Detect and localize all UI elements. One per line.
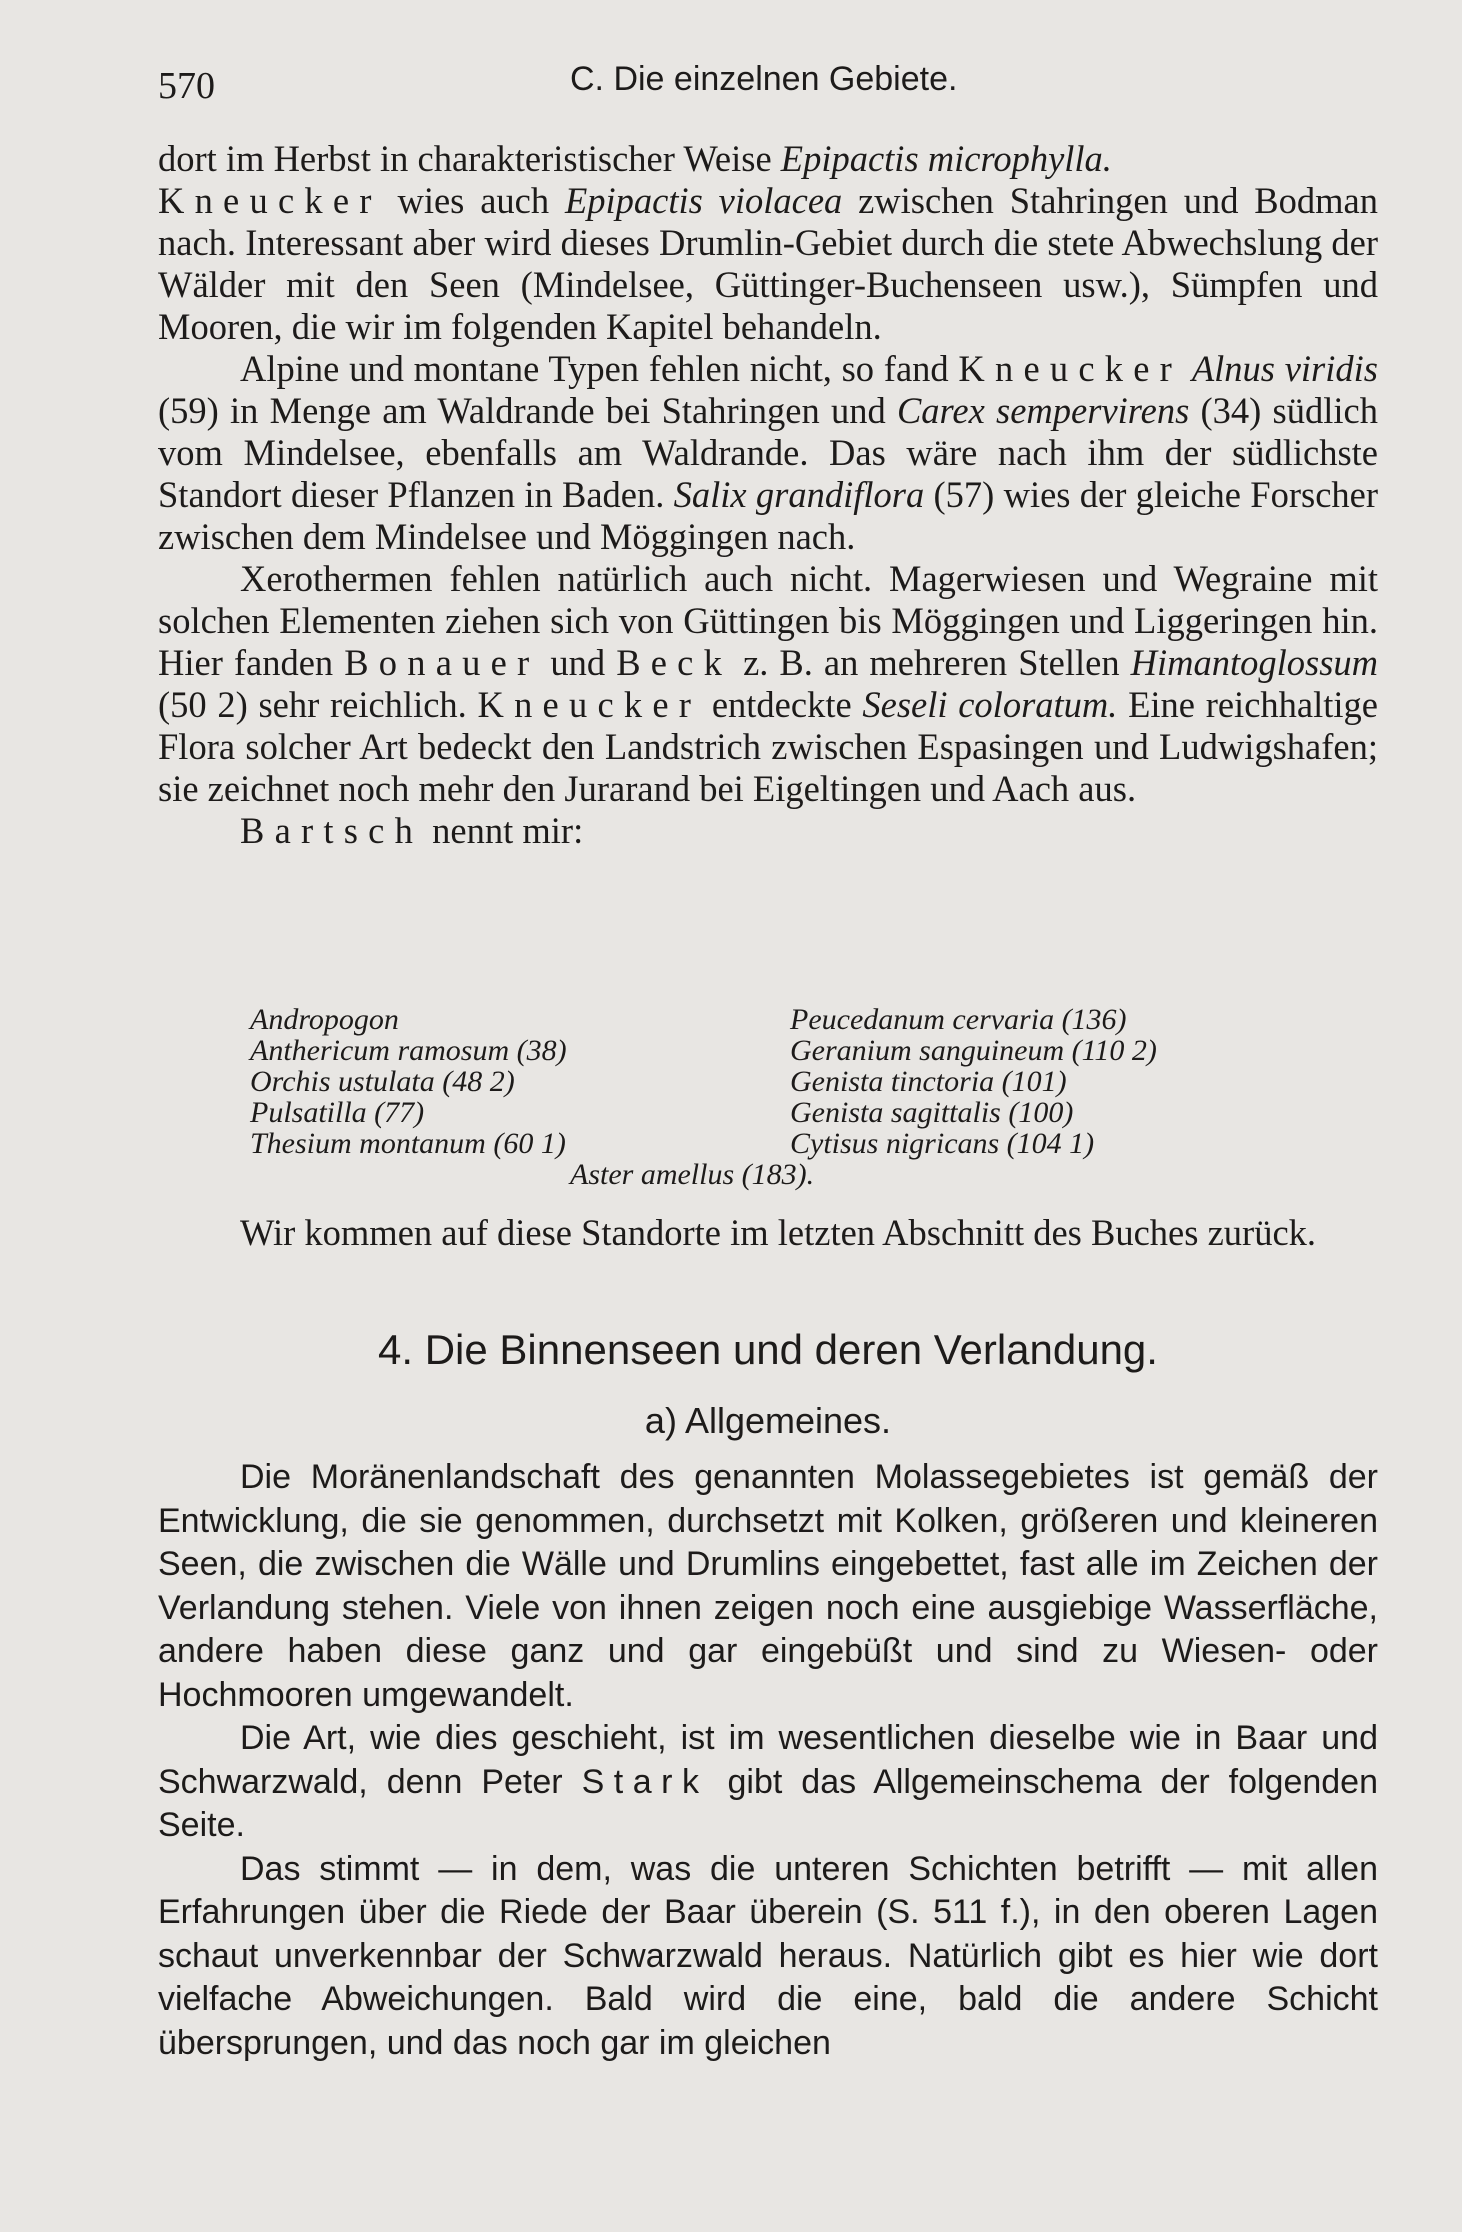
page-number: 570: [158, 65, 215, 107]
paragraph-2: Alpine und montane Typen fehlen nicht, so fand Kneucker Alnus viridis (59) in Menge am Waldrande bei Stahringen und Carex sempervirens (34) südlich vom Mindelsee, ebenfalls am Waldrande. Das wäre nach ihm der südlichste Standort dieser Pflanzen in Baden. Salix grandiflora (57) wies der gleiche Forscher zwischen dem Mindelsee und Möggingen nach.: [158, 348, 1378, 557]
species-row: Orchis ustulata (48 2) Genista tinctoria (101): [250, 1065, 1067, 1098]
species-row: Andropogon Peucedanum cervaria (136): [250, 1003, 1127, 1036]
lower-text: [158, 1456, 1378, 2065]
species-list: [250, 1004, 1290, 1190]
species-row: Pulsatilla (77) Genista sagittalis (100): [250, 1096, 1074, 1129]
paragraph-1: dort im Herbst in charakteristischer Weise Epipactis microphylla. Kneucker wies auch Epipactis violacea zwischen Stahringen und Bodman nach. Interessant aber wird dieses Drumlin-Gebiet durch die stete Abwechslung der Wälder mit den Seen (Mindelsee, Güttinger-Buchenseen usw.), Sümpfen und Mooren, die wir im folgenden Kapitel behandeln.: [158, 138, 1378, 347]
paragraph-6: Die Moränenlandschaft des genannten Molassegebietes ist gemäß der Entwicklung, die sie genommen, durchsetzt mit Kolken, größeren und kleineren Seen, die zwischen die Wälle und Drumlins eingebettet, fast alle im Zeichen der Verlandung stehen. Viele von ihnen zeigen noch eine ausgiebige Wasserfläche, andere haben diese ganz und gar eingebüßt und sind zu Wiesen- oder Hochmooren umgewandelt.: [158, 1458, 1378, 1714]
species-row: Anthericum ramosum (38) Geranium sanguineum (110 2): [250, 1034, 1157, 1067]
middle-text: [158, 1212, 1378, 1254]
section-heading: 4. Die Binnenseen und deren Verlandung.: [378, 1326, 1158, 1373]
upper-text: [158, 138, 1378, 852]
paragraph-4: Bartsch nennt mir:: [240, 810, 584, 851]
section-subheading: a) Allgemeines.: [644, 1400, 892, 1441]
species-row: Thesium montanum (60 1) Cytisus nigricans (104 1): [250, 1127, 1095, 1160]
running-title: C. Die einzelnen Gebiete.: [570, 60, 958, 98]
species-row-center: Aster amellus (183).: [570, 1158, 815, 1191]
paragraph-5: Wir kommen auf diese Standorte im letzten Abschnitt des Buches zurück.: [240, 1212, 1317, 1253]
paragraph-3: Xerothermen fehlen natürlich auch nicht. Magerwiesen und Wegraine mit solchen Elementen ziehen sich von Güttingen bis Möggingen und Liggeringen hin. Hier fanden Bonauer und Beck z. B. an mehreren Stellen Himantoglossum (50 2) sehr reichlich. Kneucker entdeckte Seseli coloratum. Eine reichhaltige Flora solcher Art bedeckt den Landstrich zwischen Espasingen und Ludwigshafen; sie zeichnet noch mehr den Jurarand bei Eigeltingen und Aach aus.: [158, 558, 1379, 809]
paragraph-8: Das stimmt — in dem, was die unteren Schichten betrifft — mit allen Erfahrungen über die Riede der Baar überein (S. 511 f.), in den oberen Lagen schaut unverkennbar der Schwarzwald heraus. Natürlich gibt es hier wie dort vielfache Abweichungen. Bald wird die eine, bald die andere Schicht übersprungen, und das noch gar im gleichen: [158, 1849, 1378, 2062]
paragraph-7: Die Art, wie dies geschieht, ist im wesentlichen dieselbe wie in Baar und Schwarzwald, denn Peter Stark gibt das Allgemeinschema der folgenden Seite.: [158, 1719, 1378, 1844]
